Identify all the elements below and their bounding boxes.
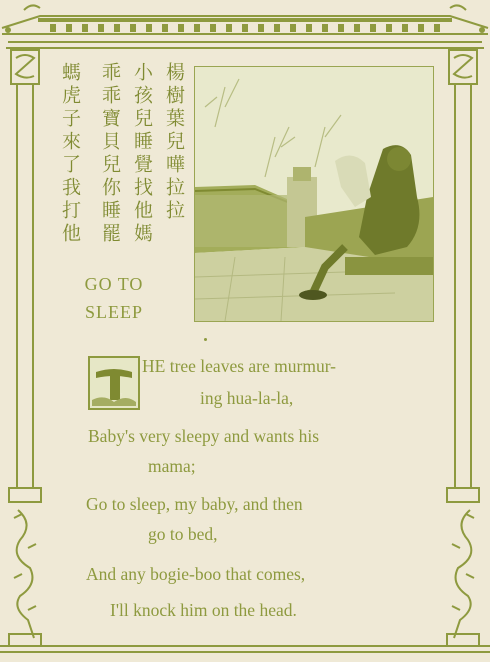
- chinese-column-1: 楊樹葉兒嘩拉拉: [163, 62, 185, 223]
- photo-image: [194, 66, 434, 322]
- poem-line-3: Baby's very sleepy and wants his: [88, 426, 320, 446]
- poem-line-1: HE tree leaves are murmur-: [142, 356, 336, 376]
- poem-line-8: I'll knock him on the head.: [110, 600, 297, 620]
- poem-line-6: go to bed,: [148, 524, 218, 544]
- photo-illustration: [195, 67, 433, 321]
- base-border: [0, 636, 490, 662]
- left-pillar-dragon-ornament: [8, 48, 42, 648]
- title: [72, 270, 156, 326]
- title-line-2: SLEEP: [84, 302, 143, 322]
- chinese-column-2: 小孩兒睡覺找他媽: [131, 62, 153, 246]
- poem-line-7: And any bogie-boo that comes,: [86, 564, 306, 584]
- right-pillar-dragon-ornament: [446, 48, 480, 648]
- poem-line-5: Go to sleep, my baby, and then: [86, 494, 303, 514]
- dropcap-t-illustration: [88, 356, 140, 410]
- chinese-column-3: 乖乖寶貝兒你睡罷: [99, 62, 121, 246]
- poem-line-4: mama;: [148, 456, 196, 476]
- dropcap-letter: T: [120, 392, 123, 397]
- title-line-1: GO TO: [84, 274, 144, 294]
- chinese-column-4: 螞虎子來了我打他: [59, 62, 81, 246]
- decorative-dot: [204, 338, 207, 341]
- roof-border: [0, 0, 490, 60]
- poem-line-2: ing hua-la-la,: [200, 388, 294, 408]
